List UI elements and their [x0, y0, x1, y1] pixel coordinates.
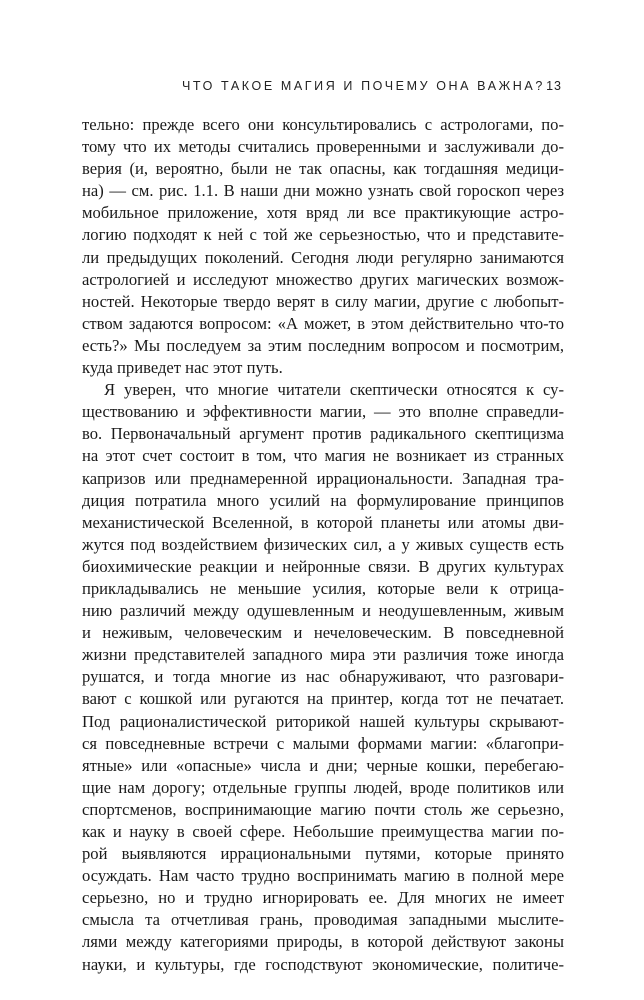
- text-line: на) — см. рис. 1.1. В наши дни можно узнать свой гороскоп через: [82, 181, 564, 201]
- text-line: как и науку в своей сфере. Небольшие преимущества магии по-: [82, 822, 564, 841]
- text-line: лями между категориями природы, в которой действуют законы: [82, 932, 564, 952]
- text-line: ществованию и эффективности магии, — это вполне справедли-: [82, 402, 564, 422]
- running-header: [182, 76, 562, 96]
- text-line: астрологией и исследуют множество других магических возмож-: [82, 269, 564, 289]
- text-line: Под рационалистической риторикой нашей культуры скрывают-: [82, 711, 564, 731]
- body-text: [82, 114, 564, 976]
- text-line: тельно: прежде всего они консультировались с астрологами, по-: [82, 115, 564, 134]
- text-line: ли предыдущих поколений. Сегодня люди регулярно занимаются: [82, 247, 564, 267]
- text-line: мобильное приложение, хотя вряд ли все практикующие астро-: [82, 203, 564, 223]
- text-line: смысла та отчетливая грань, проводимая западными мыслите-: [82, 910, 564, 930]
- text-line: рушатся, и тогда многие из нас обнаруживают, что разговари-: [82, 667, 564, 687]
- text-line: жизни представителей западного мира эти различия тоже иногда: [82, 645, 564, 665]
- text-line: Я уверен, что многие читатели скептически относятся к су-: [104, 380, 564, 400]
- text-line: механистической Вселенной, в которой планеты или атомы дви-: [82, 512, 564, 532]
- text-line: серьезно, но и трудно игнорировать ее. Для многих не имеет: [82, 888, 564, 908]
- running-head-title: ЧТО ТАКОЕ МАГИЯ И ПОЧЕМУ ОНА ВАЖНА?: [182, 79, 545, 93]
- text-line: тому что их методы считались проверенными и заслуживали до-: [82, 137, 564, 157]
- text-line: и неживым, человеческим и нечеловеческим. В повседневной: [82, 623, 564, 643]
- text-line: прикладывались не меньшие усилия, которые вели к отрица-: [82, 578, 564, 598]
- text-line: во. Первоначальный аргумент против радикального скептицизма: [82, 424, 564, 444]
- text-line: науки, и культуры, где господствуют экономические, политиче-: [82, 954, 564, 974]
- text-line: спортсменов, воспринимающие магию почти столь же серьезно,: [82, 799, 564, 819]
- text-line: нию различий между одушевленным и неодушевленным, живым: [82, 601, 564, 621]
- text-line: логию подходят к ней с той же серьезностью, что и представите-: [82, 225, 564, 245]
- text-line: ством задаются вопросом: «А может, в этом действительно что-то: [82, 313, 564, 333]
- text-line: куда приведет нас этот путь.: [82, 358, 283, 378]
- text-line: щие нам дорогу; отдельные группы людей, вроде политиков или: [82, 777, 564, 797]
- text-line: рой выявляются иррациональными путями, которые принято: [82, 844, 564, 864]
- text-line: ятные» или «опасные» числа и дни; черные кошки, перебегаю-: [82, 755, 564, 775]
- text-line: ся повседневные встречи с малыми формами магии: «благопри-: [82, 733, 564, 753]
- page-number: 13: [546, 79, 562, 93]
- text-line: на этот счет состоит в том, что магия не возникает из странных: [82, 446, 564, 466]
- text-line: верия (и, вероятно, были не так опасны, как тогдашняя медици-: [82, 159, 564, 179]
- text-line: биохимические реакции и нейронные связи. В других культурах: [82, 556, 564, 576]
- text-line: вают с кошкой или ругаются на принтер, когда тот не печатает.: [82, 689, 564, 709]
- text-line: капризов или преднамеренной иррациональности. Западная тра-: [82, 468, 564, 488]
- text-line: есть?» Мы последуем за этим последним вопросом и посмотрим,: [82, 335, 564, 355]
- text-line: диция потратила много усилий на формулирование принципов: [82, 490, 564, 510]
- text-line: ностей. Некоторые твердо верят в силу магии, другие с любопыт-: [82, 291, 564, 311]
- text-line: осуждать. Нам часто трудно воспринимать магию в полной мере: [82, 866, 564, 886]
- text-line: жутся под воздействием физических сил, а у живых существ есть: [82, 534, 564, 554]
